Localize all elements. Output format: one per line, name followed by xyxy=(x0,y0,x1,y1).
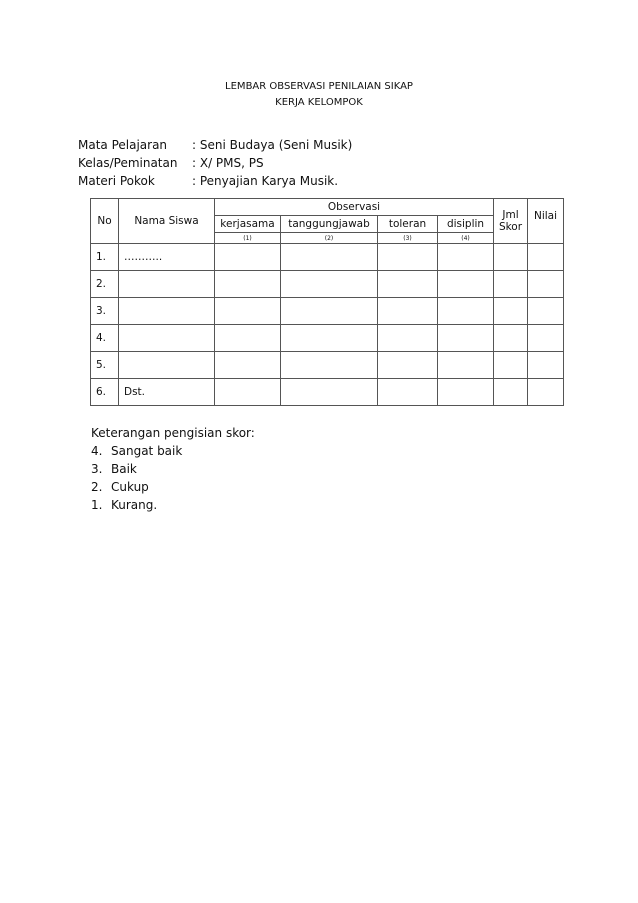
legend-title: Keterangan pengisian skor: xyxy=(91,426,255,440)
score-cell xyxy=(215,325,281,352)
legend-label: Cukup xyxy=(111,480,149,494)
score-cell xyxy=(378,298,438,325)
header-jml: Jml xyxy=(502,209,519,221)
score-cell xyxy=(378,325,438,352)
legend-number: 2. xyxy=(91,480,103,494)
score-cell xyxy=(281,379,378,406)
info-value: : X/ PMS, PS xyxy=(192,156,264,170)
document-title xyxy=(0,79,638,111)
title-line-1: LEMBAR OBSERVASI PENILAIAN SIKAP xyxy=(225,81,413,92)
legend-item xyxy=(91,496,255,514)
info-value: : Seni Budaya (Seni Musik) xyxy=(192,138,353,152)
score-cell xyxy=(378,271,438,298)
row-number: 2. xyxy=(91,271,119,298)
header-toleran: toleran xyxy=(378,216,438,233)
header-code-4: (4) xyxy=(438,233,494,244)
info-row-class xyxy=(78,154,352,172)
grade-cell xyxy=(528,352,564,379)
score-cell xyxy=(281,352,378,379)
grade-cell xyxy=(528,244,564,271)
header-kerjasama: kerjasama xyxy=(215,216,281,233)
score-cell xyxy=(215,244,281,271)
row-number: 3. xyxy=(91,298,119,325)
subject-info xyxy=(78,136,352,190)
legend-label: Baik xyxy=(111,462,137,476)
header-no: No xyxy=(91,199,119,244)
observation-table xyxy=(90,198,564,406)
grade-cell xyxy=(528,271,564,298)
row-number: 5. xyxy=(91,352,119,379)
score-cell xyxy=(281,325,378,352)
total-cell xyxy=(494,325,528,352)
info-row-topic xyxy=(78,172,352,190)
row-student-name xyxy=(119,325,215,352)
score-cell xyxy=(378,379,438,406)
header-code-2: (2) xyxy=(281,233,378,244)
legend-label: Sangat baik xyxy=(111,444,183,458)
row-student-name xyxy=(119,352,215,379)
legend-number: 1. xyxy=(91,498,103,512)
table-row xyxy=(91,271,564,298)
row-number: 6. xyxy=(91,379,119,406)
header-tanggungjawab: tanggungjawab xyxy=(281,216,378,233)
table-row xyxy=(91,352,564,379)
score-cell xyxy=(438,352,494,379)
score-cell xyxy=(438,379,494,406)
row-student-name xyxy=(119,271,215,298)
score-cell xyxy=(215,298,281,325)
score-cell xyxy=(281,298,378,325)
score-cell xyxy=(281,271,378,298)
row-number: 4. xyxy=(91,325,119,352)
table-row xyxy=(91,325,564,352)
total-cell xyxy=(494,244,528,271)
score-cell xyxy=(215,379,281,406)
grade-cell xyxy=(528,325,564,352)
total-cell xyxy=(494,379,528,406)
score-cell xyxy=(438,298,494,325)
score-cell xyxy=(378,244,438,271)
total-cell xyxy=(494,298,528,325)
score-cell xyxy=(281,244,378,271)
info-key: Materi Pokok xyxy=(78,174,155,188)
header-nama-siswa: Nama Siswa xyxy=(119,199,215,244)
legend-item xyxy=(91,442,255,460)
score-cell xyxy=(438,325,494,352)
table-row xyxy=(91,244,564,271)
info-key: Kelas/Peminatan xyxy=(78,156,178,170)
legend-item xyxy=(91,478,255,496)
table-row xyxy=(91,379,564,406)
score-cell xyxy=(438,244,494,271)
score-cell xyxy=(438,271,494,298)
total-cell xyxy=(494,271,528,298)
grade-cell xyxy=(528,298,564,325)
score-legend xyxy=(91,424,255,514)
row-student-name xyxy=(119,298,215,325)
title-line-2: KERJA KELOMPOK xyxy=(275,97,363,108)
grade-cell xyxy=(528,379,564,406)
row-student-name: Dst. xyxy=(119,379,215,406)
header-nilai: Nilai xyxy=(528,199,564,244)
total-cell xyxy=(494,352,528,379)
score-cell xyxy=(378,352,438,379)
header-skor: Skor xyxy=(498,221,523,233)
header-code-3: (3) xyxy=(378,233,438,244)
legend-label: Kurang. xyxy=(111,498,158,512)
row-number: 1. xyxy=(91,244,119,271)
info-key: Mata Pelajaran xyxy=(78,138,168,152)
legend-number: 3. xyxy=(91,462,103,476)
legend-number: 4. xyxy=(91,444,103,458)
header-disiplin: disiplin xyxy=(438,216,494,233)
info-row-subject xyxy=(78,136,352,154)
legend-item xyxy=(91,460,255,478)
info-value: : Penyajian Karya Musik. xyxy=(192,174,339,188)
header-jml-skor xyxy=(494,199,528,244)
header-code-1: (1) xyxy=(215,233,281,244)
header-observasi: Observasi xyxy=(215,199,494,216)
row-student-name: ……….. xyxy=(119,244,215,271)
score-cell xyxy=(215,352,281,379)
table-row xyxy=(91,298,564,325)
score-cell xyxy=(215,271,281,298)
